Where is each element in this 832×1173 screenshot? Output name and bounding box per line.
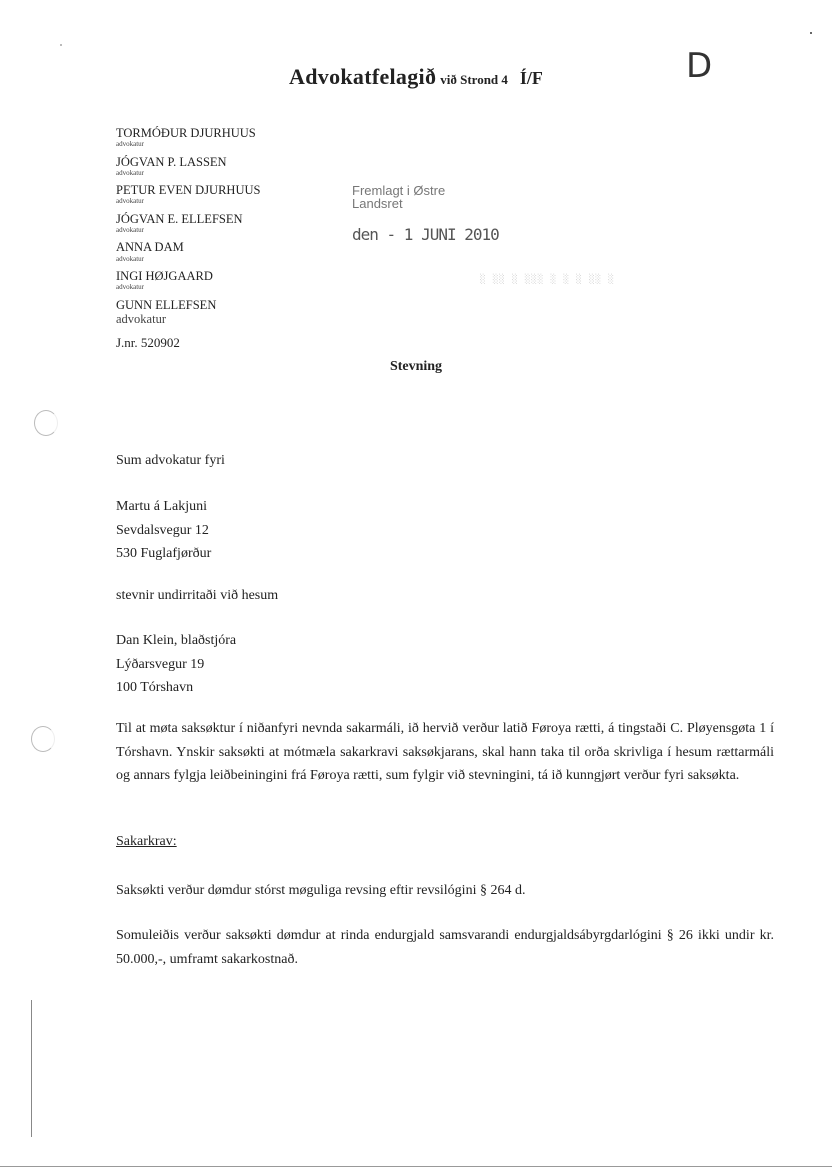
summons-line: stevnir undirritaði við hesum bbox=[116, 588, 279, 603]
scan-margin-line bbox=[31, 1000, 32, 1137]
scan-speck bbox=[810, 32, 812, 34]
plaintiff-street: Sevdalsvegur 12 bbox=[116, 522, 209, 538]
scan-speck bbox=[60, 44, 62, 46]
stamp-line-2: Landsret bbox=[352, 196, 403, 211]
firm-suffix: Í/F bbox=[519, 68, 543, 88]
lawyer-list bbox=[116, 127, 260, 330]
defendant-city: 100 Tórshavn bbox=[116, 680, 194, 695]
lawyer-name: TORMÓÐUR DJURHUUS bbox=[116, 126, 256, 140]
journal-number: J.nr. 520902 bbox=[116, 335, 180, 350]
plaintiff-city: 530 Fuglafjørður bbox=[116, 546, 212, 561]
scan-bottom-line bbox=[0, 1166, 832, 1167]
defendant-address bbox=[116, 629, 236, 700]
defendant-street: Lýðarsvegur 19 bbox=[116, 656, 205, 672]
defendant-name: Dan Klein, blaðstjóra bbox=[116, 633, 237, 648]
intro-line: Sum advokatur fyri bbox=[116, 453, 225, 468]
lawyer-title: advokatur bbox=[116, 254, 144, 263]
punch-hole bbox=[31, 726, 55, 752]
claim-2: Somuleiðis verður saksøkti dømdur at rinda endurgjald samsvarandi endurgjaldsábyrgdarlógini § 26 ikki undir kr. 50.000,-, umframt sakarkostnað. bbox=[116, 928, 774, 967]
lawyer-name: JÓGVAN E. ELLEFSEN bbox=[116, 211, 243, 226]
stamp-line-1: Fremlagt i Østre bbox=[352, 183, 446, 198]
corner-mark: D bbox=[686, 46, 713, 86]
lawyer-title: advokatur bbox=[116, 311, 166, 326]
lawyer-name: ANNA DAM bbox=[116, 240, 184, 255]
stamp-date: den - 1 JUNI 2010 bbox=[352, 225, 499, 244]
firm-name: Advokatfelagið bbox=[289, 64, 437, 89]
claim-1: Saksøkti verður dømdur stórst møguliga revsing eftir revsilógini § 264 d. bbox=[116, 883, 526, 898]
faded-stamp-smudge: ░ ░░ ░ ░░░ ░ ░ ░ ░░ ░ bbox=[480, 275, 615, 285]
lawyer-title: advokatur bbox=[116, 168, 144, 177]
lawyer-title: advokatur bbox=[116, 226, 144, 235]
court-stamp bbox=[352, 183, 499, 244]
lawyer-name: GUNN ELLEFSEN bbox=[116, 297, 217, 312]
lawyer-title: advokatur bbox=[116, 197, 144, 206]
punch-hole bbox=[34, 410, 58, 436]
lawyer-name: JÓGVAN P. LASSEN bbox=[116, 154, 227, 169]
body-paragraph: Til at møta saksøktur í niðanfyri nevnda sakarmáli, ið hervið verður latið Føroya rætti, á tingstaði C. Pløyensgøta 1 í Tórshavn. Ynskir saksøkti at mótmæla sakarkravi saksøkjarans, skal hann taka til orða skrivliga í hesum rættarmáli og annars fylgja leiðbeiningini frá Føroya rætti, sum fylgir við stevningini, tá ið kunngjørt verður fyri saksøkta. bbox=[116, 721, 774, 783]
lawyer-name: INGI HØJGAARD bbox=[116, 268, 213, 283]
lawyer-name: PETUR EVEN DJURHUUS bbox=[116, 183, 261, 198]
lawyer-title: advokatur bbox=[116, 283, 144, 292]
plaintiff-name: Martu á Lakjuni bbox=[116, 499, 207, 514]
lawyer-title: advokatur bbox=[116, 140, 144, 149]
firm-address: við Strond 4 bbox=[440, 72, 508, 87]
document-title: Stevning bbox=[389, 359, 443, 374]
claims-heading: Sakarkrav: bbox=[116, 834, 177, 849]
plaintiff-address bbox=[116, 495, 211, 566]
